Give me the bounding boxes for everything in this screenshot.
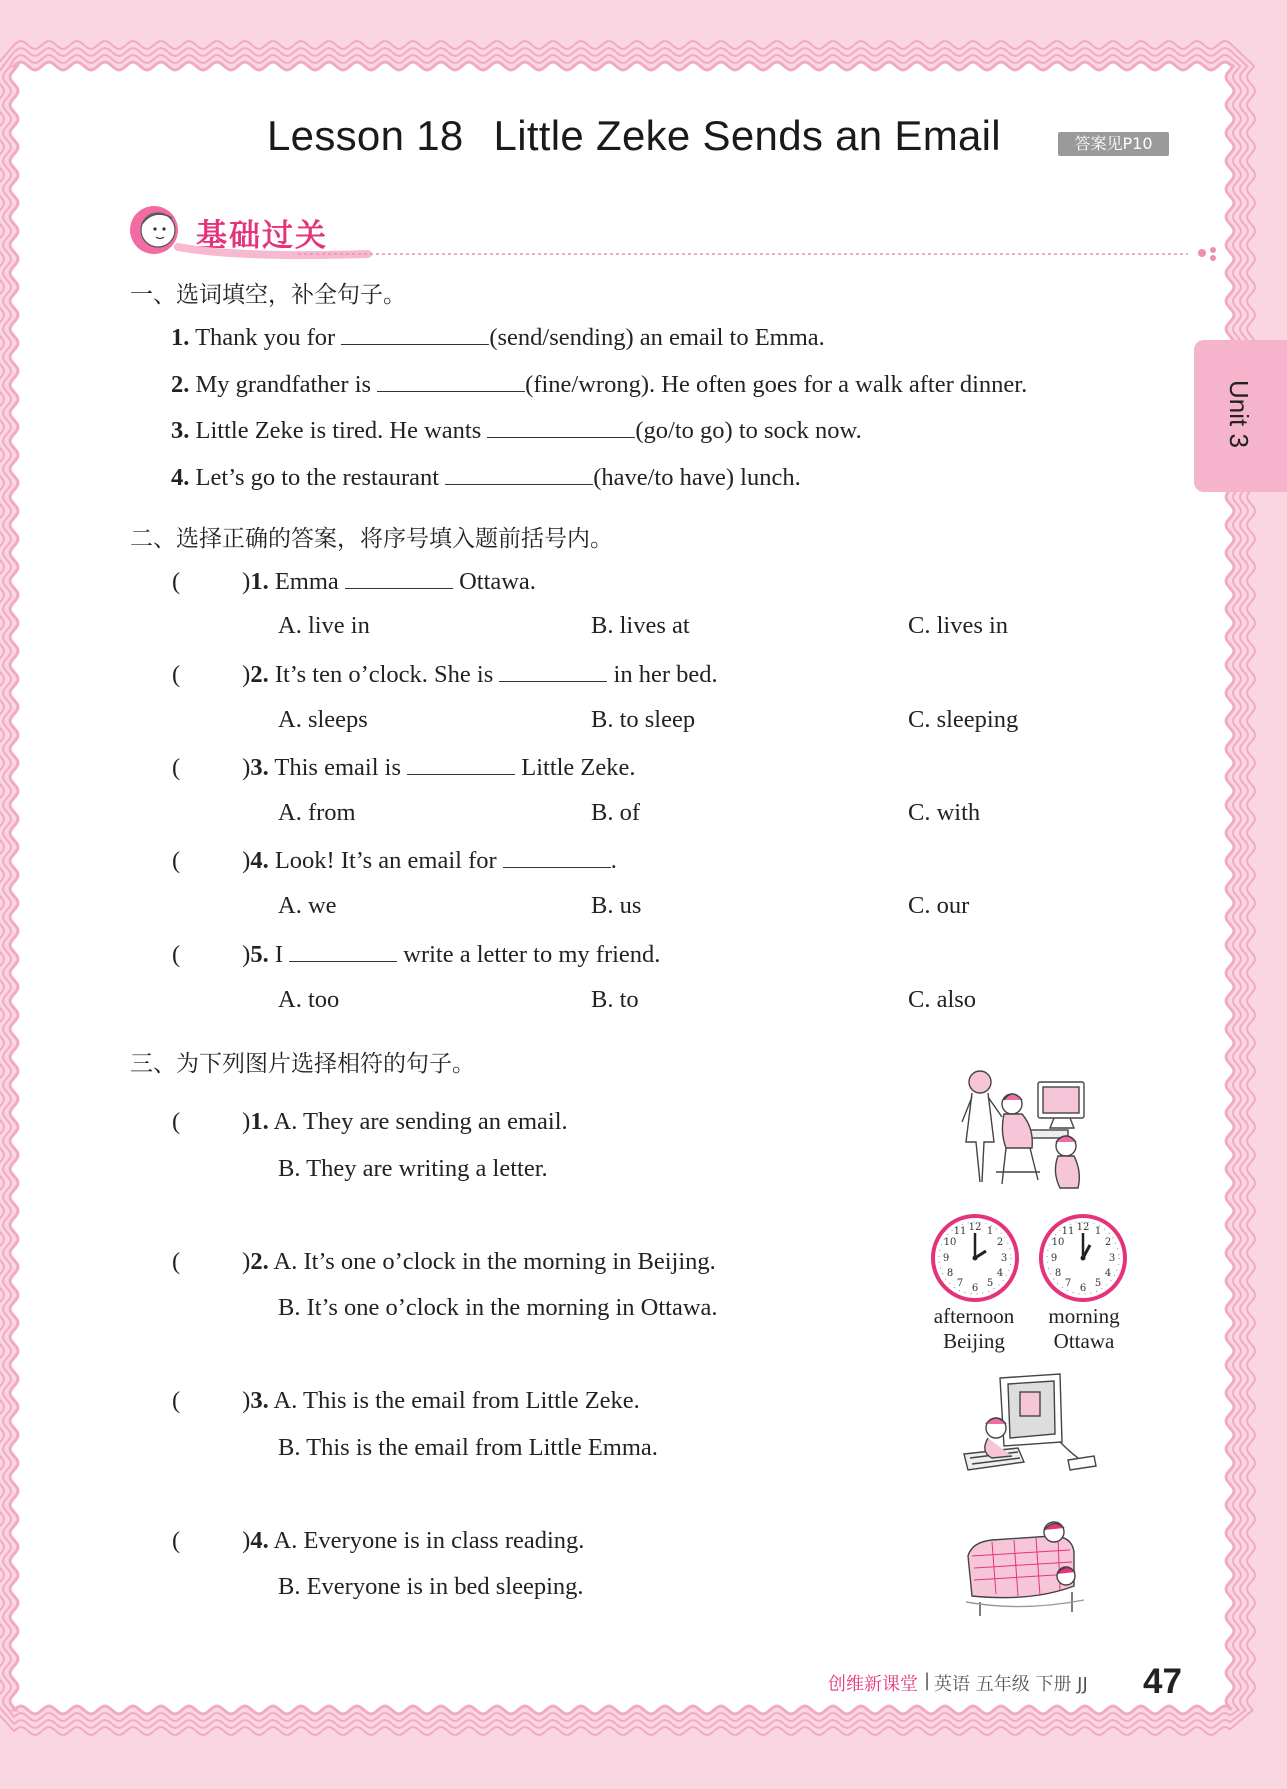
answer-paren[interactable]: ( ) (172, 941, 251, 968)
answer-paren[interactable]: ( ) (172, 754, 251, 781)
part2-heading: 二、选择正确的答案，将序号填入题前括号内。 (130, 526, 613, 552)
option-b: B. They are writing a letter. (278, 1155, 548, 1182)
part1-item-4: 4. Let’s go to the restaurant (have/to have) lunch. (171, 464, 801, 491)
option-b: B. This is the email from Little Emma. (278, 1434, 658, 1461)
fill-blank (289, 939, 397, 962)
fill-blank (499, 659, 607, 682)
svg-text:9: 9 (1050, 1253, 1058, 1264)
answer-paren[interactable]: ( ) (172, 1248, 251, 1275)
svg-text:7: 7 (956, 1278, 964, 1289)
part2-question-5: ( )5. I write a letter to my friend. (172, 941, 661, 968)
clock-morning-ottawa-icon (1038, 1213, 1128, 1303)
svg-text:3: 3 (1108, 1253, 1116, 1264)
svg-text:4: 4 (996, 1268, 1004, 1279)
part2-question-1: ( )1. Emma Ottawa. (172, 568, 536, 595)
answer-paren[interactable]: ( ) (172, 1387, 251, 1414)
part3-question-1: ( )1. A. They are sending an email. (172, 1108, 568, 1135)
svg-text:9: 9 (942, 1253, 950, 1264)
option-a: A. too (278, 986, 340, 1013)
svg-text:6: 6 (1079, 1283, 1087, 1294)
fill-blank[interactable] (445, 462, 593, 485)
option-b: B. to (591, 986, 639, 1013)
answer-reference-badge: 答案见P10 (1058, 132, 1169, 156)
family-computer-illustration (950, 1062, 1100, 1202)
part2-question-3: ( )3. This email is Little Zeke. (172, 754, 636, 781)
option-b: B. It’s one o’clock in the morning in Ottawa. (278, 1294, 718, 1321)
svg-text:3: 3 (1000, 1253, 1008, 1264)
svg-text:1: 1 (1094, 1226, 1102, 1237)
bed-sleeping-illustration (962, 1516, 1092, 1626)
part3-question-3: ( )3. A. This is the email from Little Zeke. (172, 1387, 640, 1414)
option-b: B. lives at (591, 612, 690, 639)
page-number: 47 (1143, 1662, 1182, 1701)
option-b: B. us (591, 892, 642, 919)
fill-blank (345, 566, 453, 589)
answer-paren[interactable]: ( ) (172, 1108, 251, 1135)
part3-question-2: ( )2. A. It’s one o’clock in the morning in Beijing. (172, 1248, 716, 1275)
fill-blank[interactable] (341, 322, 489, 345)
option-b: B. Everyone is in bed sleeping. (278, 1573, 584, 1600)
page-title: Lesson 18 Little Zeke Sends an Email (267, 112, 1001, 159)
unit-tab-label: Unit 3 (1224, 380, 1254, 448)
svg-text:12: 12 (968, 1222, 982, 1233)
svg-text:11: 11 (953, 1226, 967, 1237)
svg-text:4: 4 (1104, 1268, 1112, 1279)
option-c: C. our (908, 892, 970, 919)
clock-caption-2: morning Ottawa (1048, 1304, 1120, 1353)
option-a: A. sleeps (278, 706, 368, 733)
part1-item-3: 3. Little Zeke is tired. He wants (go/to go) to sock now. (171, 417, 862, 444)
svg-text:12: 12 (1076, 1222, 1090, 1233)
unit-tab (1194, 340, 1287, 492)
answer-paren[interactable]: ( ) (172, 661, 251, 688)
part3-heading: 三、为下列图片选择相符的句子。 (130, 1051, 475, 1077)
section-heading (128, 204, 1168, 256)
svg-text:11: 11 (1061, 1226, 1075, 1237)
fill-blank[interactable] (377, 369, 525, 392)
fill-blank (407, 752, 515, 775)
part1-heading: 一、选词填空，补全句子。 (130, 282, 406, 308)
answer-paren[interactable]: ( ) (172, 847, 251, 874)
option-a: A. from (278, 799, 356, 826)
svg-text:10: 10 (1051, 1237, 1065, 1248)
fill-blank (503, 845, 611, 868)
option-c: C. lives in (908, 612, 1009, 639)
option-b: B. to sleep (591, 706, 696, 733)
clock-caption-1: afternoon Beijing (933, 1304, 1015, 1353)
svg-text:1: 1 (986, 1226, 994, 1237)
svg-text:2: 2 (996, 1237, 1004, 1248)
svg-text:8: 8 (946, 1268, 954, 1279)
answer-paren[interactable]: ( ) (172, 1527, 251, 1554)
option-a: A. we (278, 892, 337, 919)
svg-text:10: 10 (943, 1237, 957, 1248)
part2-question-4: ( )4. Look! It’s an email for . (172, 847, 617, 874)
svg-text:5: 5 (986, 1278, 994, 1289)
part2-question-2: ( )2. It’s ten o’clock. She is in her bed. (172, 661, 718, 688)
svg-text:6: 6 (971, 1283, 979, 1294)
svg-text:8: 8 (1054, 1268, 1062, 1279)
option-b: B. of (591, 799, 640, 826)
answer-paren[interactable]: ( ) (172, 568, 251, 595)
option-a: A. live in (278, 612, 370, 639)
child-computer-illustration (960, 1372, 1100, 1482)
option-c: C. with (908, 799, 981, 826)
part1-item-1: 1. Thank you for (send/sending) an email to Emma. (171, 324, 825, 351)
part1-item-2: 2. My grandfather is (fine/wrong). He often goes for a walk after dinner. (171, 371, 1028, 398)
clock-afternoon-beijing-icon (930, 1213, 1020, 1303)
option-c: C. sleeping (908, 706, 1019, 733)
svg-text:7: 7 (1064, 1278, 1072, 1289)
section-heading-text: 基础过关 (196, 218, 328, 254)
footer-series: 创维新课堂 (828, 1674, 918, 1695)
part3-question-4: ( )4. A. Everyone is in class reading. (172, 1527, 585, 1554)
svg-text:2: 2 (1104, 1237, 1112, 1248)
footer-separator: | (924, 1670, 931, 1691)
dotted-divider (178, 244, 1218, 264)
fill-blank[interactable] (487, 415, 635, 438)
svg-text:5: 5 (1094, 1278, 1102, 1289)
option-c: C. also (908, 986, 977, 1013)
footer-book-info: 英语 五年级 下册 JJ (934, 1674, 1088, 1695)
